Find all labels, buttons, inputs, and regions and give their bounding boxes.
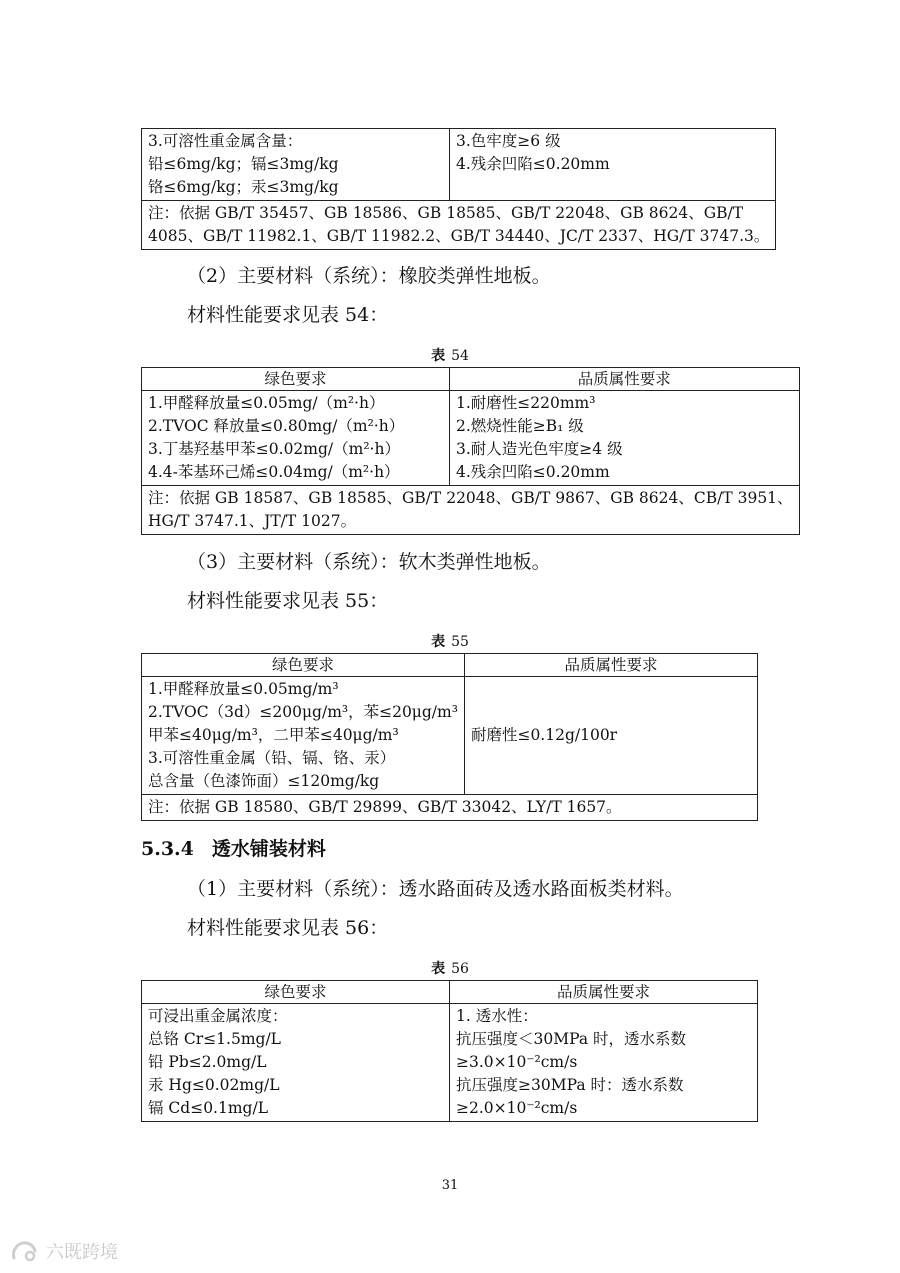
paragraph-table56-ref: 材料性能要求见表 56： [187, 917, 389, 939]
table56-right-line: 抗压强度＜30MPa 时，透水系数 [456, 1030, 686, 1048]
caption-label: 表 [431, 634, 446, 650]
table56-left-line: 汞 Hg≤0.02mg/L [148, 1076, 280, 1094]
table56-right-cell [450, 1004, 758, 1122]
table55-left-line: 总含量（色漆饰面）≤120mg/kg [148, 772, 380, 790]
table55-header-right: 品质属性要求 [464, 654, 757, 677]
paragraph-rubber-floor: （2）主要材料（系统）：橡胶类弹性地板。 [187, 265, 551, 287]
table54-right-line: 3.耐人造光色牢度≥4 级 [456, 440, 623, 458]
table55-left-line: 1.甲醛释放量≤0.05mg/m³ [148, 680, 339, 698]
table56-left-line: 镉 Cd≤0.1mg/L [148, 1099, 268, 1117]
paragraph-table55-ref: 材料性能要求见表 55： [187, 590, 389, 612]
watermark-logo-icon [10, 1238, 40, 1264]
table55-left-line: 甲苯≤40μg/m³，二甲苯≤40μg/m³ [148, 726, 399, 744]
caption-number: 56 [451, 961, 469, 977]
table-top-right-line: 4.残余凹陷≤0.20mm [456, 155, 610, 173]
table56-left-line: 总铬 Cr≤1.5mg/L [148, 1030, 281, 1048]
table54-left-line: 3.丁基羟基甲苯≤0.02mg/（m²·h） [148, 440, 400, 458]
table56-left-line: 铅 Pb≤2.0mg/L [148, 1053, 267, 1071]
table54-right-line: 4.残余凹陷≤0.20mm [456, 463, 610, 481]
table-top-note-line: 注：依据 GB/T 35457、GB 18586、GB 18585、GB/T 22048、GB 8624、GB/T [148, 204, 744, 222]
watermark-text: 六既跨境 [46, 1242, 118, 1263]
table55-left-cell [142, 677, 465, 795]
table54-left-line: 1.甲醛释放量≤0.05mg/（m²·h） [148, 394, 385, 412]
paragraph-cork-floor: （3）主要材料（系统）：软木类弹性地板。 [187, 551, 551, 573]
table55-left-line: 2.TVOC（3d）≤200μg/m³，苯≤20μg/m³ [148, 703, 458, 721]
table54-note-line: HG/T 3747.1、JT/T 1027。 [148, 512, 357, 530]
table56-header-left: 绿色要求 [142, 981, 450, 1004]
section-heading [141, 834, 326, 861]
table-55 [141, 653, 758, 821]
table-top-note [142, 201, 776, 250]
table54-caption [0, 345, 900, 365]
table56-caption [0, 958, 900, 978]
table55-right-cell [464, 677, 757, 795]
table54-left-line: 4.4-苯基环己烯≤0.04mg/（m²·h） [148, 463, 400, 481]
table54-left-line: 2.TVOC 释放量≤0.80mg/（m²·h） [148, 417, 405, 435]
table-top-left-line: 3.可溶性重金属含量： [148, 132, 303, 150]
table-56 [141, 980, 758, 1122]
watermark [10, 1238, 118, 1264]
table-54 [141, 367, 800, 535]
table56-right-line: ≥2.0×10⁻²cm/s [456, 1099, 578, 1117]
table-top-right-cell [450, 129, 776, 201]
table-top-left-line: 铬≤6mg/kg；汞≤3mg/kg [148, 178, 339, 196]
table54-left-cell [142, 391, 450, 486]
paragraph-table54-ref: 材料性能要求见表 54： [187, 304, 389, 326]
table-top-left-line: 铅≤6mg/kg；镉≤3mg/kg [148, 155, 339, 173]
table56-right-line: 抗压强度≥30MPa 时：透水系数 [456, 1076, 684, 1094]
table56-right-line: 1. 透水性： [456, 1007, 538, 1025]
caption-label: 表 [431, 348, 446, 364]
table54-right-line: 1.耐磨性≤220mm³ [456, 394, 596, 412]
table54-header-left: 绿色要求 [142, 368, 450, 391]
table-top [141, 128, 776, 250]
caption-number: 54 [451, 348, 469, 364]
table56-header-right: 品质属性要求 [450, 981, 758, 1004]
table54-note [142, 486, 800, 535]
table56-left-cell [142, 1004, 450, 1122]
table54-right-cell [450, 391, 800, 486]
table-top-left-cell [142, 129, 450, 201]
page-number: 31 [441, 1178, 459, 1193]
table-top-note-line: 4085、GB/T 11982.1、GB/T 11982.2、GB/T 34440、JC/T 2337、HG/T 3747.3。 [148, 227, 770, 245]
table56-right-line: ≥3.0×10⁻²cm/s [456, 1053, 578, 1071]
table56-left-line: 可浸出重金属浓度： [148, 1007, 288, 1025]
paragraph-permeable-material: （1）主要材料（系统）：透水路面砖及透水路面板类材料。 [187, 878, 684, 900]
table54-header-right: 品质属性要求 [450, 368, 800, 391]
caption-label: 表 [431, 961, 446, 977]
table55-note [142, 795, 758, 821]
section-title: 透水铺装材料 [211, 838, 326, 860]
table55-header-left: 绿色要求 [142, 654, 465, 677]
table55-left-line: 3.可溶性重金属（铅、镉、铬、汞） [148, 749, 396, 767]
table55-note-line: 注：依据 GB 18580、GB/T 29899、GB/T 33042、LY/T 1657。 [148, 798, 622, 816]
section-number: 5.3.4 [141, 838, 194, 860]
table54-note-line: 注：依据 GB 18587、GB 18585、GB/T 22048、GB/T 9867、GB 8624、CB/T 3951、 [148, 489, 793, 507]
table55-caption [0, 631, 900, 651]
table54-right-line: 2.燃烧性能≥B₁ 级 [456, 417, 584, 435]
table-top-right-line: 3.色牢度≥6 级 [456, 132, 561, 150]
caption-number: 55 [451, 634, 469, 650]
table55-right-text: 耐磨性≤0.12g/100r [470, 726, 618, 744]
